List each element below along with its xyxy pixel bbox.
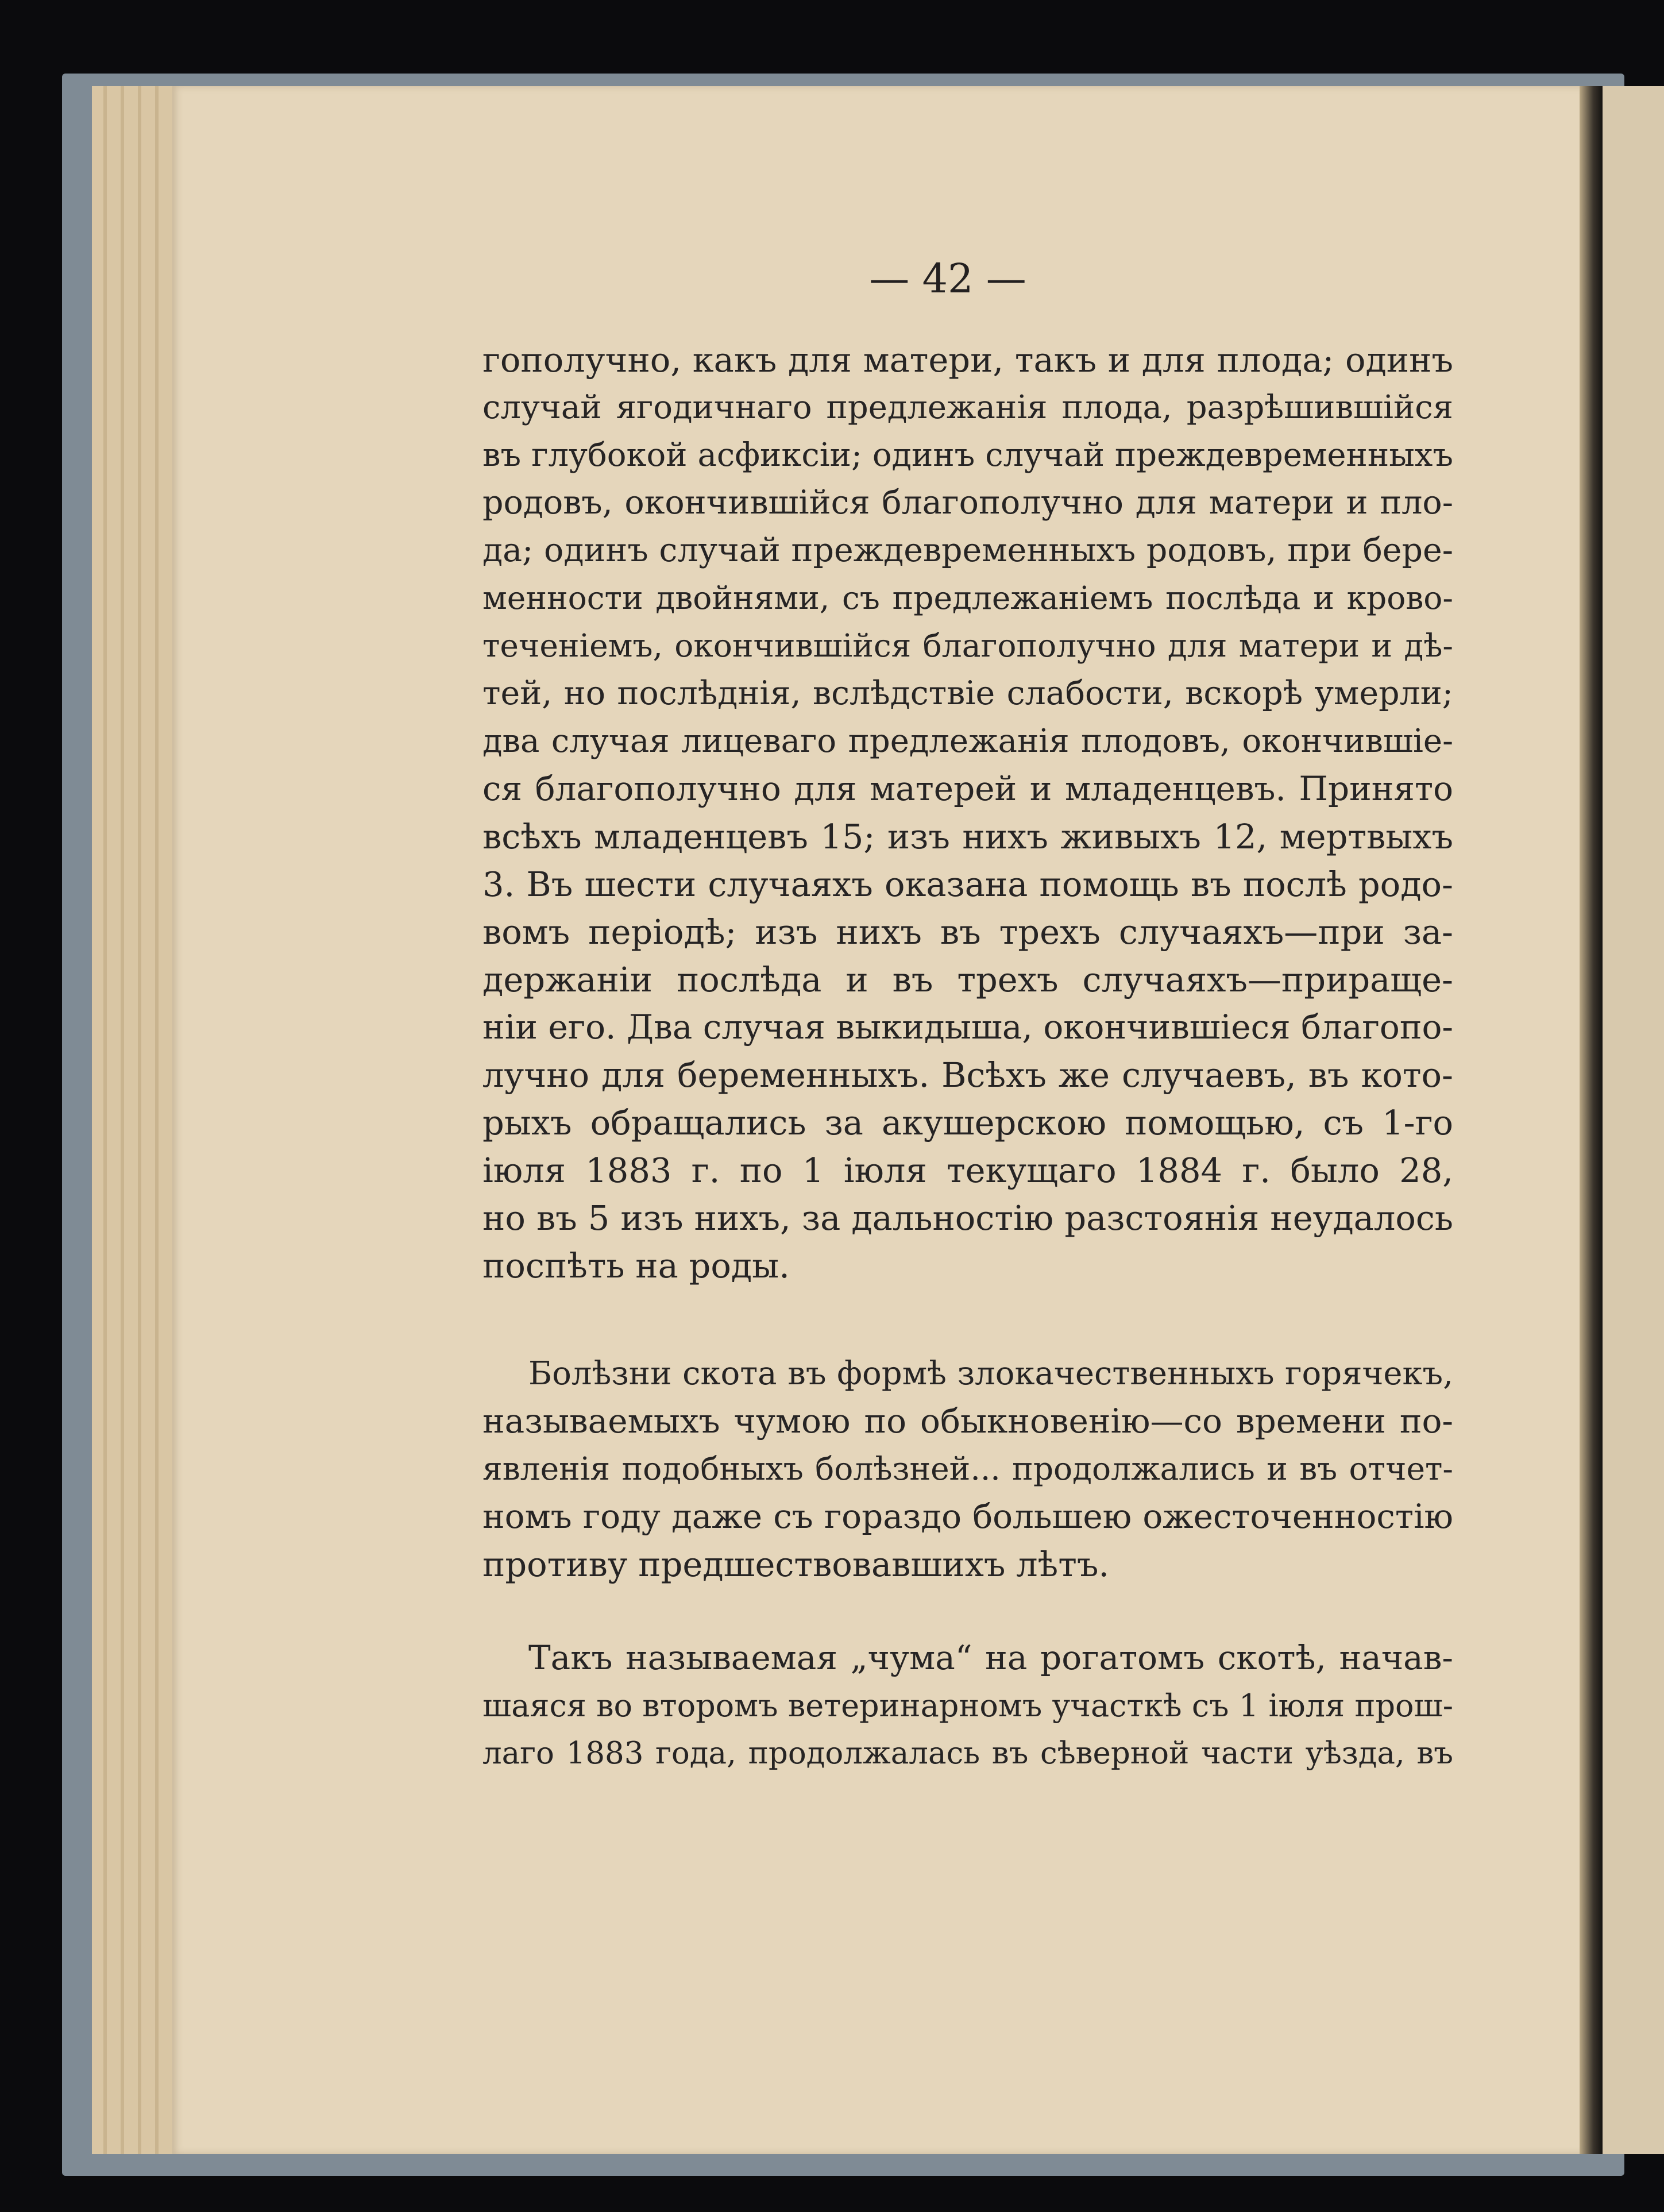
text-line: да; одинъ случай преждевременныхъ родовъ, при бере- bbox=[482, 531, 1453, 569]
text-line: поспѣть на роды. bbox=[482, 1246, 790, 1285]
page-number: — 42 — bbox=[869, 255, 1026, 302]
page-edge bbox=[121, 86, 124, 2154]
paragraph-2 bbox=[482, 1350, 1453, 1588]
text-line: въ глубокой асфиксіи; одинъ случай преждевременныхъ bbox=[482, 437, 1453, 474]
paragraph-1 bbox=[482, 336, 1453, 1290]
page-edge bbox=[103, 86, 107, 2154]
text-line: гополучно, какъ для матери, такъ и для плода; одинъ bbox=[482, 340, 1453, 380]
text-line: родовъ, окончившійся благополучно для матери и пло- bbox=[482, 484, 1453, 522]
text-line: менности двойнями, съ предлежаніемъ послѣда и крово- bbox=[482, 580, 1453, 616]
text-line: называемыхъ чумою по обыкновенію—со времени по- bbox=[482, 1402, 1453, 1441]
text-line: ся благополучно для матерей и младенцевъ. Принято bbox=[482, 769, 1453, 808]
text-line: лучно для беременныхъ. Всѣхъ же случаевъ, въ кото- bbox=[482, 1055, 1453, 1095]
text-line: теченіемъ, окончившійся благополучно для матери и дѣ- bbox=[482, 627, 1453, 664]
text-line: случай ягодичнаго предлежанія плода, разрѣшившійся bbox=[482, 389, 1453, 426]
book-gutter bbox=[1580, 86, 1603, 2154]
text-line: тей, но послѣднія, вслѣдствіе слабости, вскорѣ умерли; bbox=[482, 674, 1453, 712]
text-line: рыхъ обращались за акушерскою помощью, съ 1-го bbox=[482, 1103, 1453, 1142]
text-line: держаніи послѣда и въ трехъ случаяхъ—приращe- bbox=[482, 960, 1453, 999]
text-line: но въ 5 изъ нихъ, за дальностію разстоянія неудалось bbox=[482, 1198, 1453, 1238]
text-line: ніи его. Два случая выкидыша, окончившіеся благопо- bbox=[482, 1007, 1453, 1047]
text-line: Такъ называемая „чума“ на рогатомъ скотѣ, начав- bbox=[528, 1638, 1453, 1677]
text-line: 3. Въ шести случаяхъ оказана помощь въ послѣ родо- bbox=[482, 864, 1453, 904]
text-line: вомъ періодѣ; изъ нихъ въ трехъ случаяхъ—при за- bbox=[482, 912, 1453, 952]
text-line: всѣхъ младенцевъ 15; изъ нихъ живыхъ 12, мертвыхъ bbox=[482, 817, 1453, 856]
text-line: явленія подобныхъ болѣзней... продолжались и въ отчет- bbox=[482, 1450, 1453, 1487]
page-edge bbox=[138, 86, 141, 2154]
text-line: лаго 1883 года, продолжалась въ сѣверной части уѣзда, въ bbox=[482, 1736, 1453, 1771]
text-line: противу предшествовавшихъ лѣтъ. bbox=[482, 1545, 1110, 1584]
paragraph-3 bbox=[482, 1634, 1453, 1777]
next-page-edge bbox=[1603, 86, 1664, 2154]
text-line: два случая лицеваго предлежанія плодовъ, окончившіе- bbox=[482, 723, 1453, 760]
text-line: Болѣзни скота въ формѣ злокачественныхъ горячекъ, bbox=[528, 1355, 1453, 1392]
text-line: шаяся во второмъ ветеринарномъ участкѣ съ 1 іюля прош- bbox=[482, 1688, 1453, 1724]
text-line: номъ году даже съ гораздо большею ожесточенностію bbox=[482, 1497, 1453, 1536]
page-edge bbox=[155, 86, 159, 2154]
text-line: іюля 1883 г. по 1 іюля текущаго 1884 г. было 28, bbox=[482, 1151, 1453, 1190]
